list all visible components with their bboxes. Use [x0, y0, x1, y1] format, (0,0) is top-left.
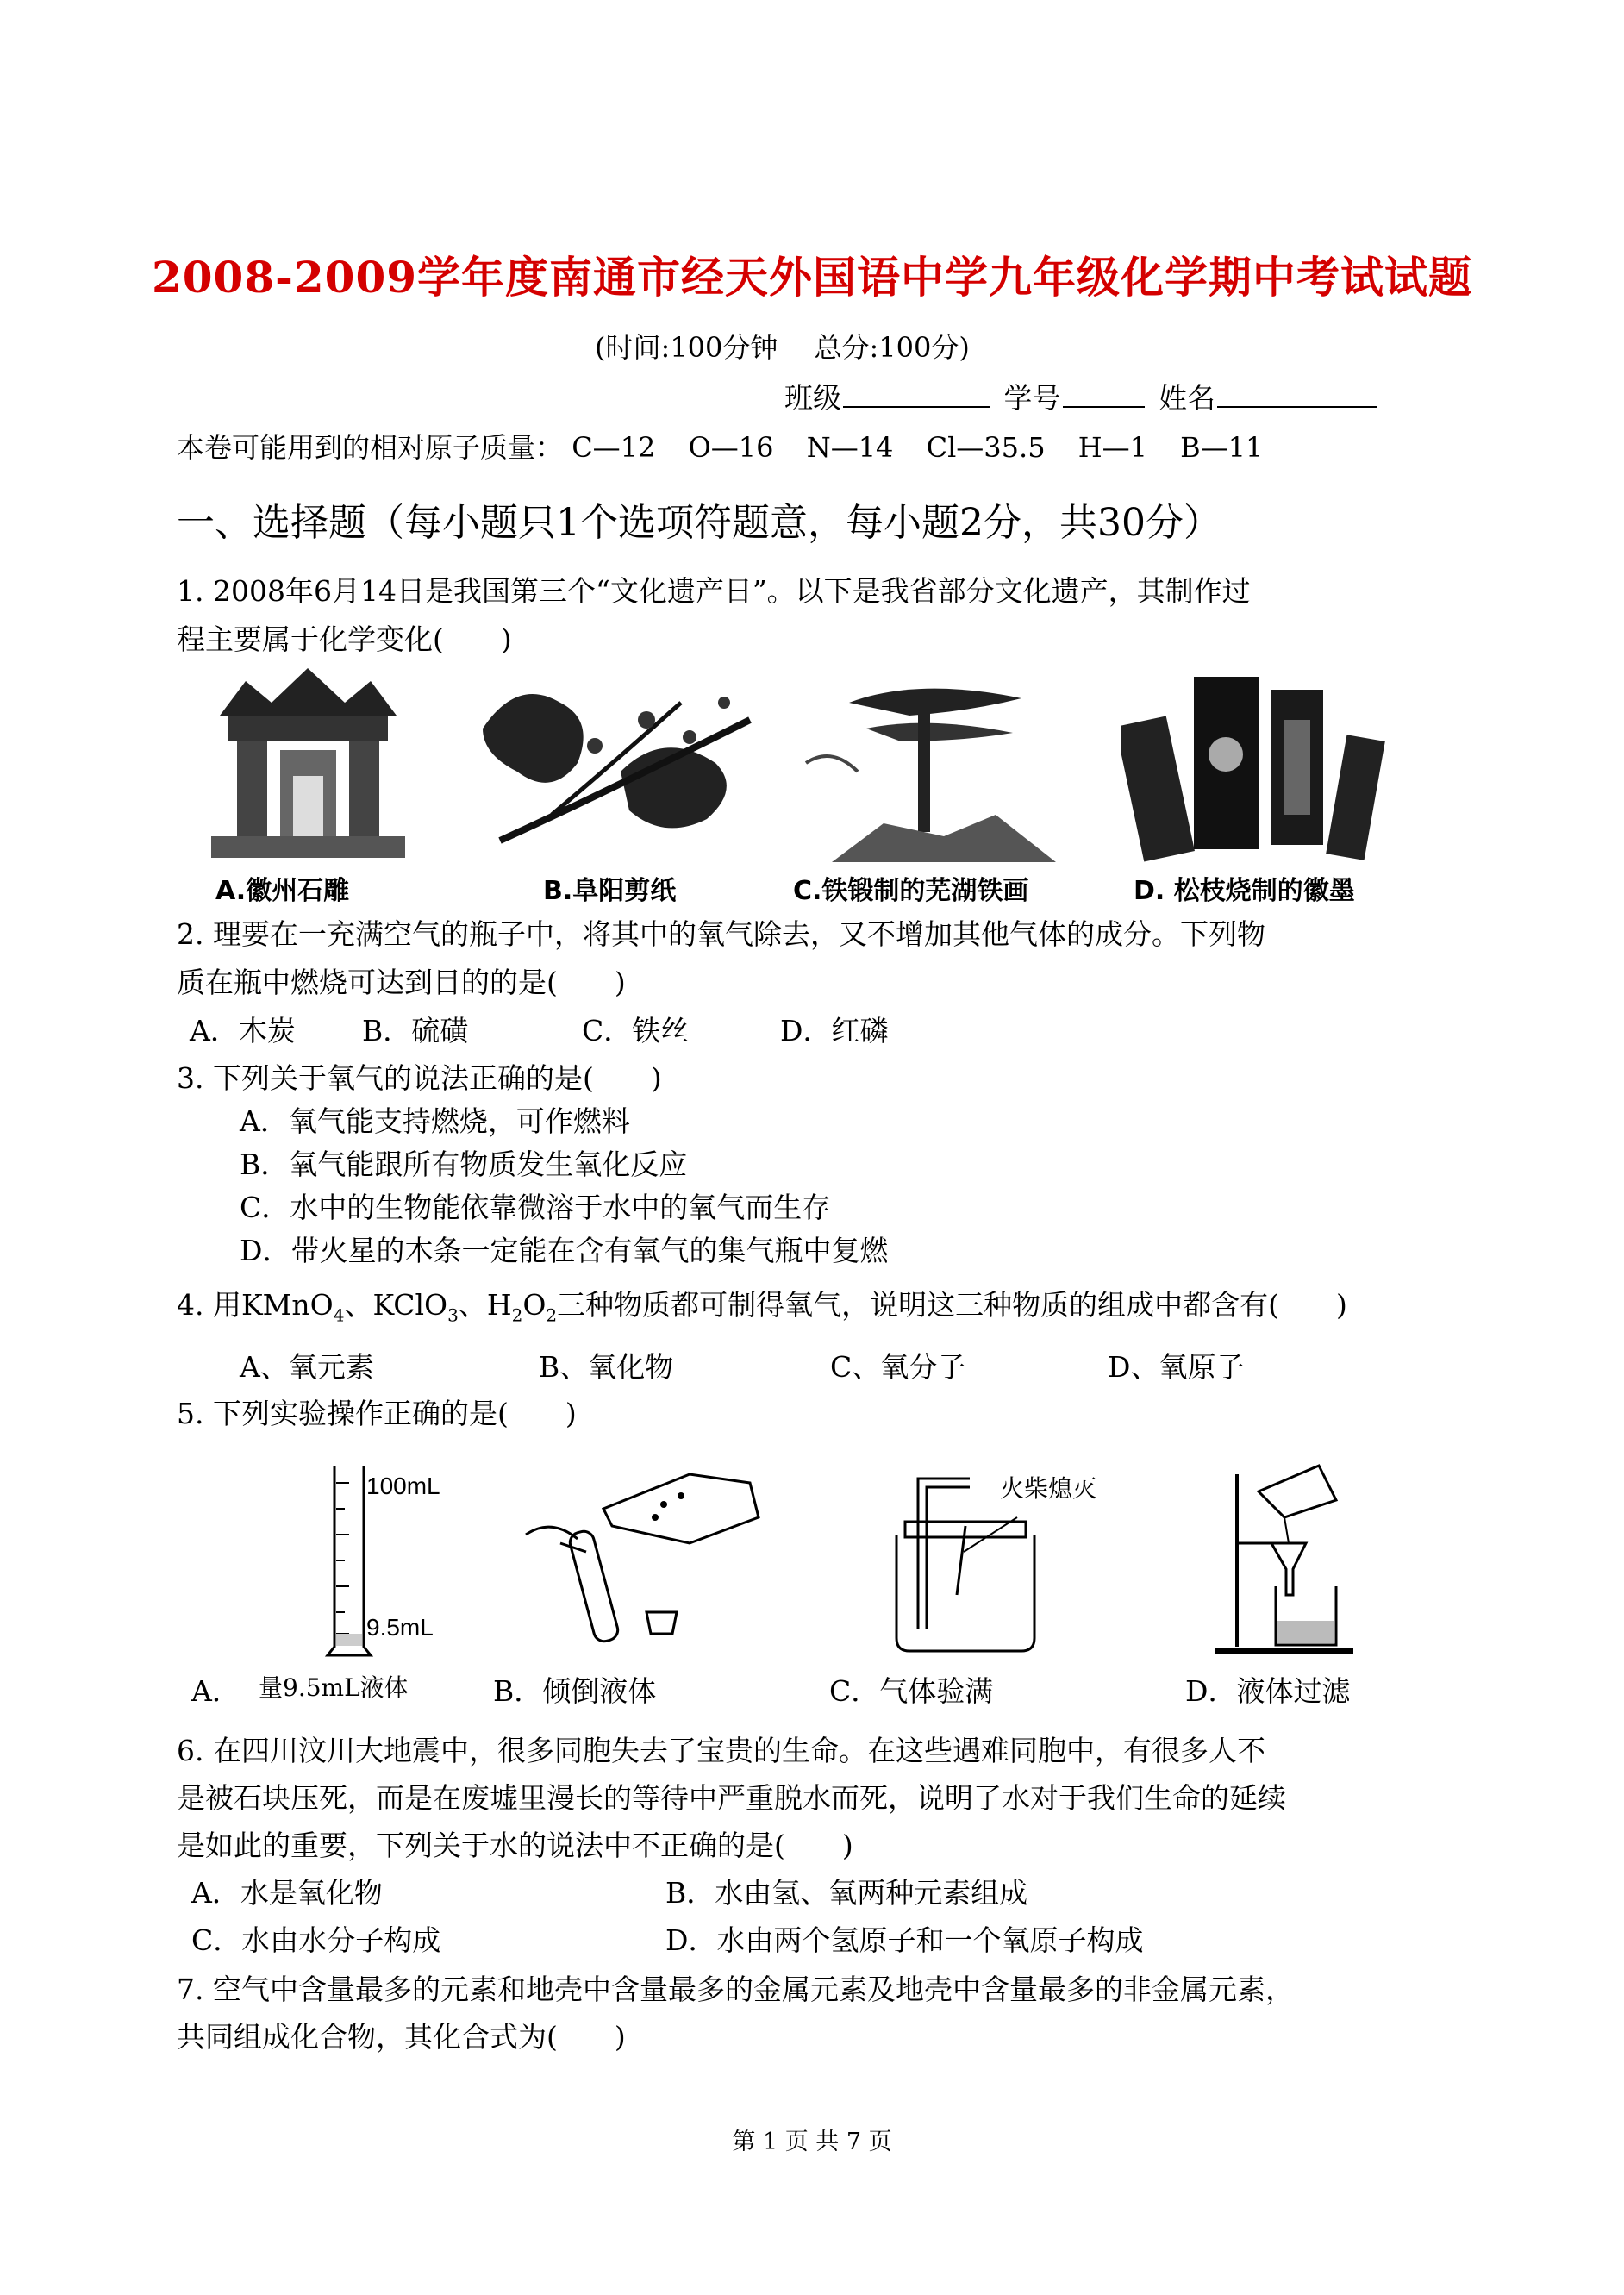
atomic-mass-item: Cl—35.5: [926, 431, 1046, 464]
q2-option-a: A．木炭: [190, 1014, 296, 1047]
class-blank[interactable]: [843, 380, 990, 408]
match-out-label: 火柴熄灭: [1000, 1475, 1097, 1502]
q4-text: 4. 用: [177, 1288, 241, 1322]
q6-line1: 6. 在四川汶川大地震中，很多同胞失去了宝贵的生命。在这些遇难同胞中，有很多人不: [177, 1734, 1265, 1767]
q3-option-a: A．氧气能支持燃烧，可作燃料: [240, 1104, 630, 1138]
q5-caption-c: C．气体验满: [829, 1674, 994, 1708]
q7-line1: 7. 空气中含量最多的元素和地壳中含量最多的金属元素及地壳中含量最多的非金属元素，: [177, 1973, 1294, 2006]
atomic-mass-item: C—12: [572, 431, 656, 464]
q3-option-c: C．水中的生物能依靠微溶于水中的氧气而生存: [240, 1191, 831, 1224]
q5-caption-a: A．: [191, 1674, 240, 1708]
atomic-mass-item: O—16: [688, 431, 774, 464]
q1-caption-d: D. 松枝烧制的徽墨: [1134, 876, 1355, 906]
formula-o: O: [522, 1288, 547, 1322]
q3-option-d: D．带火星的木条一定能在含有氧气的集气瓶中复燃: [240, 1234, 889, 1267]
formula-subscript: 2: [546, 1304, 558, 1326]
q6-option-b: B．水由氢、氧两种元素组成: [665, 1876, 1028, 1910]
ink-stick-image: [1121, 668, 1396, 862]
q1-line2: 程主要属于化学变化( ): [177, 622, 512, 656]
atomic-mass-line: [177, 426, 1287, 466]
q5-caption-d: D．液体过滤: [1185, 1674, 1351, 1708]
q6-option-d: D．水由两个氢原子和一个氧原子构成: [665, 1923, 1144, 1957]
q4-option-c: C、氧分子: [830, 1350, 966, 1384]
q2-option-b: B．硫磺: [362, 1014, 469, 1047]
iron-painting-image: [797, 668, 1073, 862]
formula-subscript: 2: [511, 1304, 523, 1326]
number-blank[interactable]: [1063, 380, 1145, 408]
q4-text: 三种物质都可制得氧气，说明这三种物质的组成中都含有( ): [557, 1288, 1347, 1322]
section-heading: 一、选择题（每小题只1个选项符题意，每小题2分，共30分）: [177, 501, 1221, 545]
cylinder-caption: 量9.5mL液体: [259, 1673, 409, 1702]
student-info-fields: [784, 376, 1382, 416]
cylinder-top-label: 100mL: [366, 1473, 440, 1499]
q1-caption-b: B.阜阳剪纸: [543, 876, 677, 906]
q5-stem: 5. 下列实验操作正确的是( ): [177, 1397, 577, 1430]
q4-stem: [177, 1283, 1347, 1326]
q6-line3: 是如此的重要，下列关于水的说法中不正确的是( ): [177, 1829, 853, 1862]
q1-line1: 1. 2008年6月14日是我国第三个“文化遗产日”。以下是我省部分文化遗产，其制作过: [177, 574, 1251, 608]
stone-carving-image: [211, 664, 405, 858]
q7-line2: 共同组成化合物，其化合式为( ): [177, 2020, 626, 2054]
atomic-mass-item: H—1: [1077, 431, 1147, 464]
q6-line2: 是被石块压死，而是在废墟里漫长的等待中严重脱水而死，说明了水对于我们生命的延续: [177, 1781, 1286, 1815]
formula-subscript: 4: [333, 1304, 345, 1326]
pouring-liquid-diagram: [517, 1457, 793, 1647]
q4-option-d: D、氧原子: [1108, 1350, 1245, 1384]
q1-caption-a: A.徽州石雕: [215, 876, 350, 906]
q2-option-c: C．铁丝: [582, 1014, 690, 1047]
q5-caption-b: B．倾倒液体: [493, 1674, 657, 1708]
atomic-mass-item: B—11: [1180, 431, 1264, 464]
formula-kclo3: 、KClO: [344, 1288, 448, 1322]
number-label: 学号: [1003, 381, 1061, 415]
cylinder-bottom-label: 9.5mL: [366, 1614, 434, 1641]
q1-caption-c: C.铁锻制的芜湖铁画: [793, 876, 1029, 906]
exam-title: 2008-2009学年度南通市经天外国语中学九年级化学期中考试试题: [151, 252, 1473, 303]
name-blank[interactable]: [1217, 380, 1377, 408]
atomic-mass-item: N—14: [806, 431, 894, 464]
q6-option-c: C．水由水分子构成: [191, 1923, 441, 1957]
atomic-mass-label: 本卷可能用到的相对原子质量：: [177, 431, 564, 464]
class-label: 班级: [784, 381, 841, 415]
q4-option-a: A、氧元素: [240, 1350, 374, 1384]
q6-option-a: A．水是氧化物: [191, 1876, 383, 1910]
q4-option-b: B、氧化物: [539, 1350, 674, 1384]
name-label: 姓名: [1159, 381, 1215, 415]
q2-line1: 2. 理要在一充满空气的瓶子中，将其中的氧气除去，又不增加其他气体的成分。下列物: [177, 917, 1265, 951]
q3-stem: 3. 下列关于氧气的说法正确的是( ): [177, 1061, 662, 1095]
formula-h2o2: 、H: [458, 1288, 512, 1322]
exam-subtitle: (时间:100分钟 总分:100分): [595, 331, 970, 364]
formula-subscript: 3: [447, 1304, 459, 1326]
page-footer: 第 1 页 共 7 页: [732, 2129, 892, 2155]
formula-kmno4: KMnO: [240, 1288, 334, 1322]
q3-option-b: B．氧气能跟所有物质发生氧化反应: [240, 1148, 688, 1181]
paper-cut-image: [465, 668, 759, 862]
q2-line2: 质在瓶中燃烧可达到目的的是( ): [177, 966, 626, 999]
filtration-diagram: [1207, 1448, 1379, 1664]
q2-option-d: D．红磷: [780, 1014, 889, 1047]
